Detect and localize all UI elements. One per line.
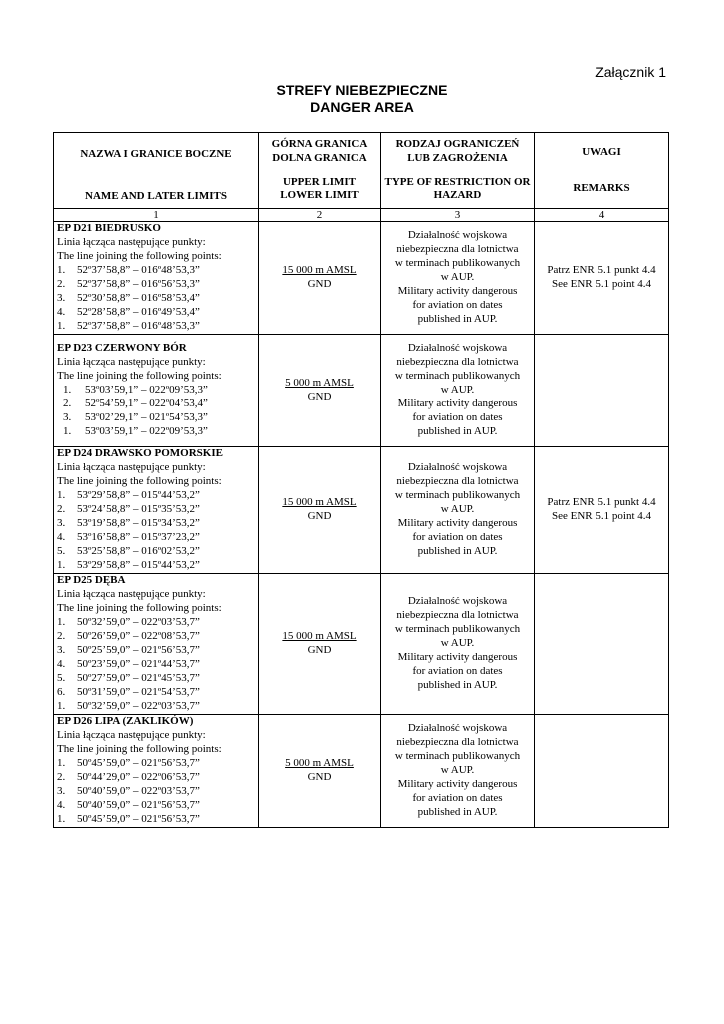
point-number: 2. <box>63 397 72 410</box>
attachment-label: Załącznik 1 <box>595 64 666 80</box>
restriction-line: published in AUP. <box>417 544 498 557</box>
header-name-pl: NAZWA I GRANICE BOCZNE <box>80 147 232 160</box>
table-row <box>54 574 669 715</box>
area-name: EP D24 DRAWSKO POMORSKIE <box>57 447 223 460</box>
remarks-cell <box>535 574 669 715</box>
point-coordinates: 52º37’58,8” – 016º48’53,3” <box>77 319 200 332</box>
table-row <box>54 447 669 574</box>
restriction-line: niebezpieczna dla lotnictwa <box>396 736 519 749</box>
upper-limit: 5 000 m AMSL <box>285 376 354 389</box>
upper-limit: 15 000 m AMSL <box>282 496 357 509</box>
points-intro-pl: Linia łącząca następujące punkty: <box>57 355 206 368</box>
boundary-point <box>57 292 255 306</box>
boundary-point <box>57 306 255 320</box>
boundary-point <box>57 672 255 686</box>
restriction-line: Działalność wojskowa <box>407 722 508 735</box>
boundary-point <box>57 658 255 672</box>
point-number: 1. <box>57 699 66 712</box>
lower-limit: GND <box>307 390 332 403</box>
point-number: 2. <box>57 630 66 643</box>
name-and-limits-cell <box>54 715 259 828</box>
column-number: 1 <box>54 209 259 222</box>
point-number: 3. <box>57 291 66 304</box>
upper-limit: 15 000 m AMSL <box>282 264 357 277</box>
boundary-point <box>57 397 255 411</box>
point-number: 1. <box>57 616 66 629</box>
remarks-cell <box>535 335 669 447</box>
point-number: 3. <box>57 784 66 797</box>
point-number: 3. <box>63 411 72 424</box>
point-number: 1. <box>57 489 66 502</box>
point-number: 5. <box>57 544 66 557</box>
column-number-row <box>54 209 669 222</box>
column-number: 2 <box>259 209 381 222</box>
point-coordinates: 50º26’59,0” – 022º08’53,7” <box>77 630 200 643</box>
point-number: 6. <box>57 685 66 698</box>
restriction-cell <box>381 335 535 447</box>
restriction-line: niebezpieczna dla lotnictwa <box>396 609 519 622</box>
point-coordinates: 53º29’58,8” – 015º44’53,2” <box>77 558 200 571</box>
header-restriction-pl: RODZAJ OGRANICZEŃ LUB ZAGROŻENIA <box>395 137 520 164</box>
point-number: 1. <box>57 757 66 770</box>
header-name-en: NAME AND LATER LIMITS <box>85 189 227 202</box>
restriction-line: w terminach publikowanych <box>394 623 521 636</box>
restriction-line: published in AUP. <box>417 312 498 325</box>
name-and-limits-cell <box>54 335 259 447</box>
restriction-line: Działalność wojskowa <box>407 461 508 474</box>
lower-limit: GND <box>307 278 332 290</box>
header-limits-pl: GÓRNA GRANICA DOLNA GRANICA <box>271 137 368 164</box>
remark-line: See ENR 5.1 point 4.4 <box>552 510 651 522</box>
remark-line: Patrz ENR 5.1 punkt 4.4 <box>547 264 656 277</box>
boundary-point <box>57 771 255 785</box>
boundary-point <box>57 644 255 658</box>
restriction-line: w terminach publikowanych <box>394 750 521 763</box>
restriction-cell <box>381 574 535 715</box>
point-number: 5. <box>57 671 66 684</box>
lower-limit: GND <box>307 771 332 783</box>
point-number: 4. <box>57 798 66 811</box>
remarks-cell <box>535 222 669 335</box>
point-number: 1. <box>63 425 72 438</box>
point-coordinates: 50º45’59,0” – 021º56’53,7” <box>77 812 200 825</box>
lower-limit: GND <box>307 510 332 522</box>
name-and-limits-cell <box>54 447 259 574</box>
point-number: 3. <box>57 644 66 656</box>
point-number: 1. <box>57 264 66 277</box>
point-coordinates: 50º27’59,0” – 021º45’53,7” <box>77 671 200 684</box>
column-header-restriction <box>381 133 535 209</box>
restriction-line: for aviation on dates <box>412 530 503 543</box>
vertical-limits-cell <box>259 574 381 715</box>
boundary-point <box>57 799 255 813</box>
restriction-line: for aviation on dates <box>412 411 503 424</box>
point-coordinates: 50º31’59,0” – 021º54’53,7” <box>77 685 200 698</box>
title-english: DANGER AREA <box>310 99 414 115</box>
header-remarks-pl: UWAGI <box>582 145 621 158</box>
point-coordinates: 52º54’59,1” – 022º04’53,4” <box>85 397 208 410</box>
point-number: 4. <box>57 305 66 318</box>
vertical-limits-cell <box>259 335 381 447</box>
restriction-line: niebezpieczna dla lotnictwa <box>396 243 519 256</box>
remarks-cell <box>535 715 669 828</box>
restriction-line: published in AUP. <box>417 805 498 818</box>
points-intro-en: The line joining the following points: <box>57 369 222 382</box>
point-coordinates: 52º37’58,8” – 016º48’53,3” <box>77 264 200 277</box>
boundary-point <box>57 384 255 398</box>
column-number: 3 <box>381 209 535 222</box>
boundary-point <box>57 425 255 439</box>
point-number: 3. <box>57 516 66 529</box>
point-coordinates: 50º23’59,0” – 021º44’53,7” <box>77 657 200 670</box>
point-number: 1. <box>63 383 72 396</box>
restriction-line: w AUP. <box>440 503 475 516</box>
area-name: EP D23 CZERWONY BÓR <box>57 341 187 354</box>
document-title <box>0 82 724 116</box>
boundary-point <box>57 411 255 425</box>
boundary-point <box>57 700 255 714</box>
danger-area-table <box>53 132 669 828</box>
restriction-line: Military activity dangerous <box>397 397 518 410</box>
point-number: 1. <box>57 812 66 825</box>
header-remarks-en: REMARKS <box>573 181 630 194</box>
boundary-point <box>57 757 255 771</box>
restriction-line: Military activity dangerous <box>397 650 518 663</box>
lower-limit: GND <box>307 644 332 656</box>
name-and-limits-cell <box>54 574 259 715</box>
point-coordinates: 53º24’58,8” – 015º35’53,2” <box>77 503 200 516</box>
boundary-point <box>57 278 255 292</box>
restriction-line: for aviation on dates <box>412 664 503 677</box>
restriction-line: w AUP. <box>440 383 475 396</box>
restriction-line: niebezpieczna dla lotnictwa <box>396 475 519 488</box>
restriction-line: w AUP. <box>440 271 475 284</box>
point-coordinates: 52º30’58,8” – 016º58’53,4” <box>77 291 200 304</box>
point-coordinates: 53º02’29,1” – 021º54’53,3” <box>85 411 208 424</box>
point-number: 2. <box>57 771 66 783</box>
vertical-limits-cell <box>259 222 381 335</box>
restriction-line: w terminach publikowanych <box>394 257 521 270</box>
point-number: 4. <box>57 530 66 543</box>
restriction-line: Military activity dangerous <box>397 777 518 790</box>
points-intro-en: The line joining the following points: <box>57 250 222 263</box>
boundary-point <box>57 559 255 573</box>
point-coordinates: 50º40’59,0” – 021º56’53,7” <box>77 798 200 811</box>
title-polish: STREFY NIEBEZPIECZNE <box>276 82 448 98</box>
boundary-point <box>57 616 255 630</box>
points-intro-pl: Linia łącząca następujące punkty: <box>57 461 206 474</box>
remark-line: Patrz ENR 5.1 punkt 4.4 <box>547 496 656 509</box>
restriction-line: Military activity dangerous <box>397 516 518 529</box>
point-coordinates: 50º25’59,0” – 021º56’53,7” <box>77 644 200 656</box>
point-coordinates: 50º40’59,0” – 022º03’53,7” <box>77 784 200 797</box>
points-intro-pl: Linia łącząca następujące punkty: <box>57 236 206 249</box>
point-coordinates: 53º25’58,8” – 016º02’53,2” <box>77 544 200 557</box>
restriction-line: niebezpieczna dla lotnictwa <box>396 355 519 368</box>
points-intro-pl: Linia łącząca następujące punkty: <box>57 729 206 742</box>
area-name: EP D21 BIEDRUSKO <box>57 222 161 235</box>
point-number: 2. <box>57 278 66 290</box>
points-intro-en: The line joining the following points: <box>57 743 222 756</box>
restriction-line: published in AUP. <box>417 425 498 438</box>
boundary-point <box>57 264 255 278</box>
restriction-line: for aviation on dates <box>412 298 503 311</box>
restriction-line: w AUP. <box>440 637 475 650</box>
points-intro-en: The line joining the following points: <box>57 602 222 615</box>
restriction-line: w AUP. <box>440 764 475 777</box>
boundary-point <box>57 686 255 700</box>
restriction-line: published in AUP. <box>417 678 498 691</box>
restriction-line: Działalność wojskowa <box>407 229 508 242</box>
column-header-name <box>54 133 259 209</box>
column-header-remarks <box>535 133 669 209</box>
restriction-line: Działalność wojskowa <box>407 595 508 608</box>
point-coordinates: 53º19’58,8” – 015º34’53,2” <box>77 516 200 529</box>
area-name: EP D26 LIPA (ZAKLIKÓW) <box>57 715 194 728</box>
point-number: 1. <box>57 319 66 332</box>
boundary-point <box>57 517 255 531</box>
boundary-point <box>57 489 255 503</box>
column-number: 4 <box>535 209 669 222</box>
name-and-limits-cell <box>54 222 259 335</box>
table-row <box>54 222 669 335</box>
restriction-line: for aviation on dates <box>412 791 503 804</box>
point-coordinates: 53º03’59,1” – 022º09’53,3” <box>85 425 208 438</box>
point-coordinates: 52º28’58,8” – 016º49’53,4” <box>77 305 200 318</box>
boundary-point <box>57 531 255 545</box>
area-name: EP D25 DĘBA <box>57 574 126 587</box>
point-coordinates: 50º45’59,0” – 021º56’53,7” <box>77 757 200 770</box>
restriction-line: Military activity dangerous <box>397 284 518 297</box>
header-restriction-en: TYPE OF RESTRICTION OR HAZARD <box>384 175 531 202</box>
point-coordinates: 53º29’58,8” – 015º44’53,2” <box>77 489 200 502</box>
header-limits-en: UPPER LIMIT LOWER LIMIT <box>280 175 359 202</box>
point-coordinates: 50º32’59,0” – 022º03’53,7” <box>77 699 200 712</box>
point-coordinates: 52º37’58,8” – 016º56’53,3” <box>77 278 200 290</box>
boundary-point <box>57 785 255 799</box>
vertical-limits-cell <box>259 447 381 574</box>
point-number: 2. <box>57 503 66 516</box>
column-header-limits <box>259 133 381 209</box>
point-coordinates: 50º32’59,0” – 022º03’53,7” <box>77 616 200 629</box>
restriction-cell <box>381 447 535 574</box>
restriction-line: w terminach publikowanych <box>394 369 521 382</box>
points-intro-pl: Linia łącząca następujące punkty: <box>57 588 206 601</box>
table-row <box>54 335 669 447</box>
boundary-point <box>57 320 255 334</box>
point-number: 1. <box>57 558 66 571</box>
upper-limit: 15 000 m AMSL <box>282 630 357 643</box>
boundary-point <box>57 630 255 644</box>
restriction-line: w terminach publikowanych <box>394 489 521 502</box>
remark-line: See ENR 5.1 point 4.4 <box>552 278 651 290</box>
point-coordinates: 53º03’59,1” – 022º09’53,3” <box>85 383 208 396</box>
restriction-line: Działalność wojskowa <box>407 341 508 354</box>
point-coordinates: 50º44’29,0” – 022º06’53,7” <box>77 771 200 783</box>
restriction-cell <box>381 715 535 828</box>
vertical-limits-cell <box>259 715 381 828</box>
point-number: 4. <box>57 657 66 670</box>
remarks-cell <box>535 447 669 574</box>
point-coordinates: 53º16’58,8” – 015º37’23,2” <box>77 530 200 543</box>
table-header-row <box>54 133 669 209</box>
boundary-point <box>57 503 255 517</box>
boundary-point <box>57 545 255 559</box>
table-row <box>54 715 669 828</box>
points-intro-en: The line joining the following points: <box>57 475 222 488</box>
restriction-cell <box>381 222 535 335</box>
boundary-point <box>57 813 255 827</box>
upper-limit: 5 000 m AMSL <box>285 757 354 770</box>
